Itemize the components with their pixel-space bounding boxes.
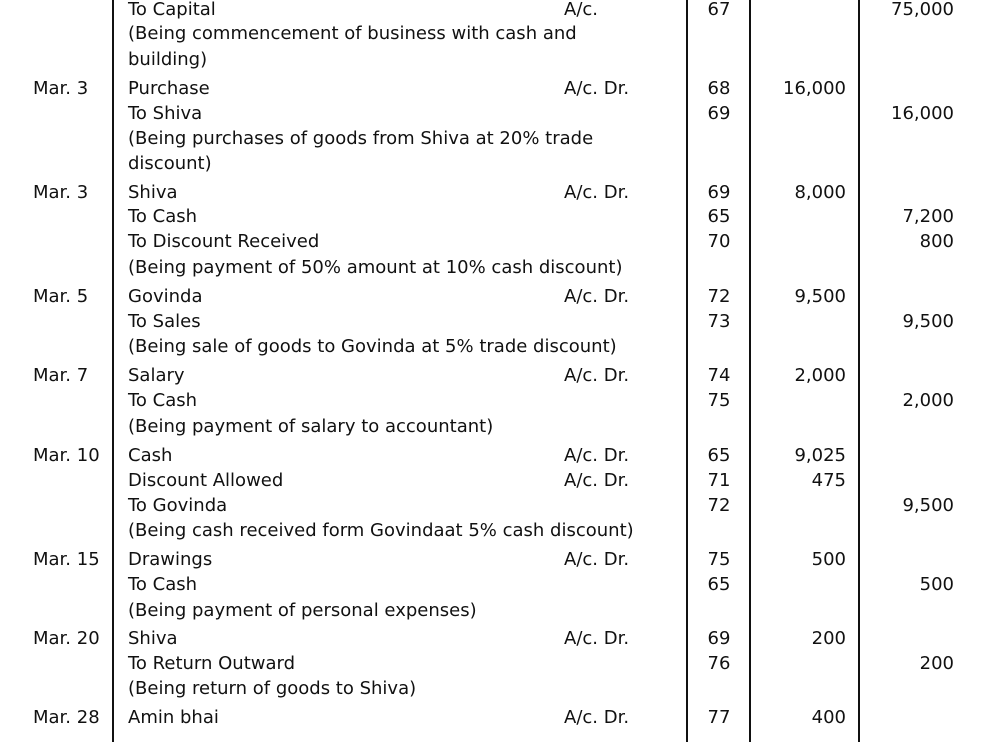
credit-amount: 2,000	[902, 390, 954, 411]
account-marker: A/c. Dr.	[564, 286, 630, 307]
particulars-text: Amin bhai	[128, 707, 219, 728]
credit-amount: 7,200	[902, 206, 954, 227]
debit-amount: 8,000	[794, 182, 846, 203]
credit-amount: 9,500	[902, 495, 954, 516]
particulars-text: To Sales	[128, 311, 201, 332]
debit-amount: 9,500	[794, 286, 846, 307]
credit-amount: 16,000	[891, 103, 954, 124]
debit-amount: 400	[811, 707, 846, 728]
debit-amount: 475	[811, 470, 846, 491]
particulars-text: Drawings	[128, 549, 213, 570]
account-marker: A/c. Dr.	[564, 707, 630, 728]
ledger-folio: 73	[707, 311, 731, 332]
credit-amount: 75,000	[891, 0, 954, 20]
particulars-text: To Cash	[128, 206, 198, 227]
particulars-text: Govinda	[128, 286, 203, 307]
account-marker: A/c.	[564, 0, 598, 20]
debit-amount: 9,025	[794, 445, 846, 466]
narration-text: discount)	[128, 153, 212, 174]
debit-amount: 500	[811, 549, 846, 570]
account-marker: A/c. Dr.	[564, 549, 630, 570]
ledger-folio: 67	[707, 0, 731, 20]
account-marker: A/c. Dr.	[564, 628, 630, 649]
account-marker: A/c. Dr.	[564, 365, 630, 386]
credit-amount: 9,500	[902, 311, 954, 332]
particulars-text: To Return Outward	[128, 653, 296, 674]
narration-text: (Being payment of personal expenses)	[128, 600, 477, 621]
entry-date: Mar. 3	[33, 78, 89, 99]
particulars-text: Cash	[128, 445, 173, 466]
ledger-folio: 77	[707, 707, 731, 728]
narration-text: (Being payment of 50% amount at 10% cash discount)	[128, 257, 623, 278]
ledger-folio: 75	[707, 549, 731, 570]
narration-text: (Being commencement of business with cash and	[128, 23, 577, 44]
ledger-folio: 69	[707, 103, 731, 124]
ledger-folio: 72	[707, 286, 731, 307]
narration-text: (Being cash received form Govindaat 5% cash discount)	[128, 520, 634, 541]
account-marker: A/c. Dr.	[564, 445, 630, 466]
credit-amount: 800	[919, 231, 954, 252]
ledger-folio: 65	[707, 574, 731, 595]
credit-amount: 200	[919, 653, 954, 674]
particulars-text: Salary	[128, 365, 185, 386]
narration-text: (Being sale of goods to Govinda at 5% trade discount)	[128, 336, 617, 357]
entry-date: Mar. 3	[33, 182, 89, 203]
rule-date-particulars	[112, 0, 114, 742]
debit-amount: 16,000	[783, 78, 846, 99]
particulars-text: To Capital	[128, 0, 216, 20]
particulars-text: To Cash	[128, 574, 198, 595]
entry-date: Mar. 15	[33, 549, 100, 570]
particulars-text: Shiva	[128, 182, 178, 203]
narration-text: (Being return of goods to Shiva)	[128, 678, 417, 699]
narration-text: (Being payment of salary to accountant)	[128, 416, 494, 437]
debit-amount: 2,000	[794, 365, 846, 386]
particulars-text: To Shiva	[128, 103, 203, 124]
credit-amount: 500	[919, 574, 954, 595]
particulars-text: Discount Allowed	[128, 470, 284, 491]
entry-date: Mar. 10	[33, 445, 100, 466]
ledger-folio: 76	[707, 653, 731, 674]
ledger-folio: 68	[707, 78, 731, 99]
ledger-folio: 72	[707, 495, 731, 516]
entry-date: Mar. 28	[33, 707, 100, 728]
ledger-folio: 71	[707, 470, 731, 491]
ledger-folio: 75	[707, 390, 731, 411]
debit-amount: 200	[811, 628, 846, 649]
entry-date: Mar. 7	[33, 365, 89, 386]
ledger-folio: 65	[707, 445, 731, 466]
account-marker: A/c. Dr.	[564, 182, 630, 203]
account-marker: A/c. Dr.	[564, 78, 630, 99]
ledger-folio: 65	[707, 206, 731, 227]
particulars-text: To Cash	[128, 390, 198, 411]
particulars-text: To Discount Received	[128, 231, 320, 252]
entry-date: Mar. 20	[33, 628, 100, 649]
account-marker: A/c. Dr.	[564, 470, 630, 491]
entry-date: Mar. 5	[33, 286, 89, 307]
ledger-folio: 69	[707, 182, 731, 203]
ledger-folio: 74	[707, 365, 731, 386]
particulars-text: To Govinda	[128, 495, 228, 516]
ledger-folio: 70	[707, 231, 731, 252]
ledger-folio: 69	[707, 628, 731, 649]
narration-text: building)	[128, 49, 208, 70]
rule-particulars-lf	[686, 0, 688, 742]
particulars-text: Purchase	[128, 78, 210, 99]
narration-text: (Being purchases of goods from Shiva at 20% trade	[128, 128, 594, 149]
particulars-text: Shiva	[128, 628, 178, 649]
